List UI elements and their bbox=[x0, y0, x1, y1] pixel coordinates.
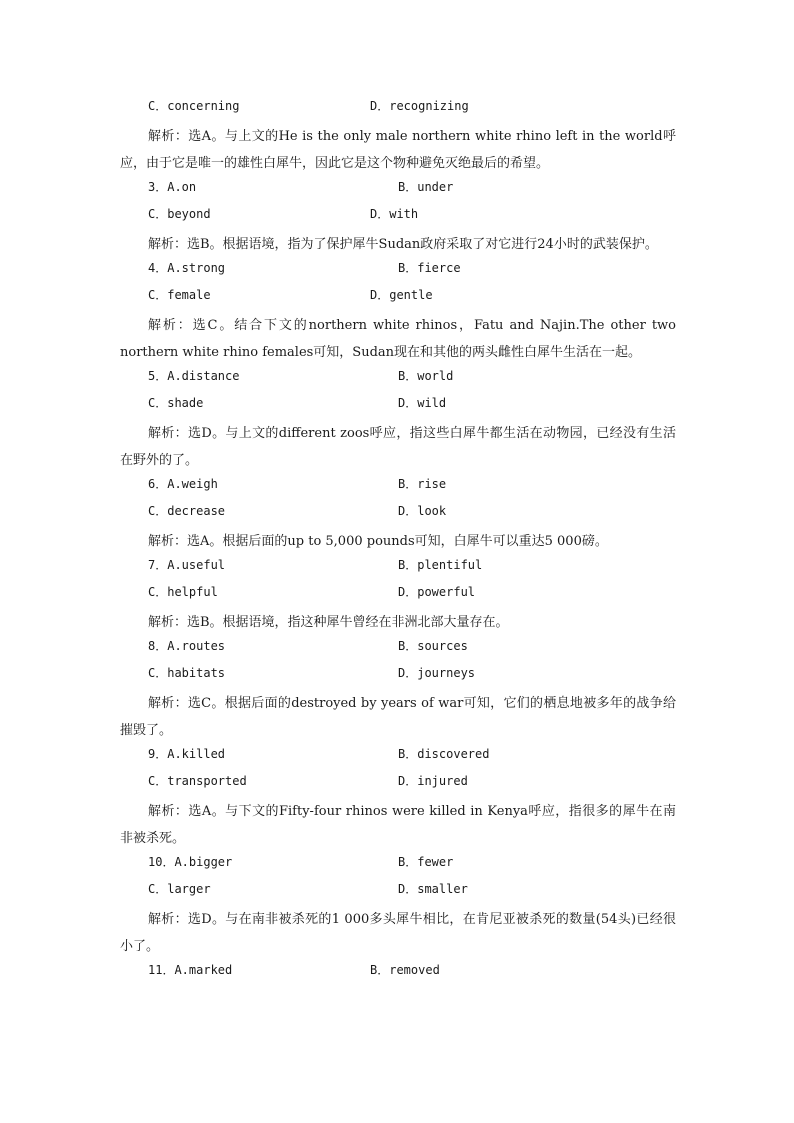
option-row bbox=[120, 285, 676, 312]
option-row bbox=[120, 663, 676, 690]
option-row bbox=[120, 582, 676, 609]
option-left: 5．A.distance bbox=[148, 369, 240, 383]
option-right: B．removed bbox=[370, 963, 440, 977]
option-row bbox=[120, 555, 676, 582]
explanation-paragraph: 解析：选A。与下文的Fifty-four rhinos were killed in Kenya呼应，指很多的犀牛在南非被杀死。 bbox=[120, 804, 676, 846]
option-right: D．powerful bbox=[398, 585, 476, 599]
option-right: B．fewer bbox=[398, 855, 454, 869]
option-row bbox=[120, 879, 676, 906]
option-left: C．shade bbox=[148, 396, 204, 410]
option-left: 10．A.bigger bbox=[148, 855, 233, 869]
option-right: B．plentiful bbox=[398, 558, 483, 572]
option-left: 6．A.weigh bbox=[148, 477, 218, 491]
explanation-paragraph: 解析：选A。根据后面的up to 5,000 pounds可知，白犀牛可以重达5 000磅。 bbox=[148, 534, 608, 549]
option-right: D．recognizing bbox=[370, 99, 469, 113]
option-right: D．journeys bbox=[398, 666, 476, 680]
option-left: C．concerning bbox=[148, 99, 240, 113]
option-left: C．beyond bbox=[148, 207, 211, 221]
explanation-paragraph: 解析：选D。与在南非被杀死的1 000多头犀牛相比，在肯尼亚被杀死的数量(54头)已经很小了。 bbox=[120, 912, 676, 954]
answer-explanations bbox=[120, 96, 676, 987]
option-row bbox=[120, 204, 676, 231]
option-left: C．habitats bbox=[148, 666, 226, 680]
option-left: 9．A.killed bbox=[148, 747, 226, 761]
option-left: 3．A.on bbox=[148, 180, 197, 194]
option-right: B．sources bbox=[398, 639, 468, 653]
option-left: 8．A.routes bbox=[148, 639, 226, 653]
option-row bbox=[120, 96, 676, 123]
option-row bbox=[120, 960, 676, 987]
option-left: 11．A.marked bbox=[148, 963, 233, 977]
option-row bbox=[120, 771, 676, 798]
option-row bbox=[120, 177, 676, 204]
option-left: 4．A.strong bbox=[148, 261, 226, 275]
option-left: C．decrease bbox=[148, 504, 226, 518]
explanation-paragraph: 解析：选D。与上文的different zoos呼应，指这些白犀牛都生活在动物园，已经没有生活在野外的了。 bbox=[120, 426, 676, 468]
option-left: C．transported bbox=[148, 774, 247, 788]
option-row bbox=[120, 501, 676, 528]
option-right: D．look bbox=[398, 504, 447, 518]
option-row bbox=[120, 258, 676, 285]
option-right: B．rise bbox=[398, 477, 447, 491]
option-row bbox=[120, 744, 676, 771]
option-right: B．fierce bbox=[398, 261, 461, 275]
explanation-paragraph: 解析：选A。与上文的He is the only male northern white rhino left in the world呼应，由于它是唯一的雄性白犀牛，因此它是这个物种避免灭绝最后的希望。 bbox=[120, 129, 676, 171]
option-left: 7．A.useful bbox=[148, 558, 226, 572]
option-left: C．larger bbox=[148, 882, 211, 896]
option-right: B．discovered bbox=[398, 747, 490, 761]
option-right: D．with bbox=[370, 207, 419, 221]
option-right: D．injured bbox=[398, 774, 468, 788]
option-row bbox=[120, 366, 676, 393]
explanation-paragraph: 解析：选B。根据语境，指这种犀牛曾经在非洲北部大量存在。 bbox=[148, 615, 509, 630]
option-left: C．helpful bbox=[148, 585, 218, 599]
explanation-paragraph: 解析：选C。根据后面的destroyed by years of war可知，它们的栖息地被多年的战争给摧毁了。 bbox=[120, 696, 676, 738]
explanation-paragraph: 解析：选B。根据语境，指为了保护犀牛Sudan政府采取了对它进行24小时的武装保护。 bbox=[148, 237, 658, 252]
option-row bbox=[120, 852, 676, 879]
option-right: D．smaller bbox=[398, 882, 468, 896]
option-row bbox=[120, 636, 676, 663]
option-right: B．world bbox=[398, 369, 454, 383]
option-right: D．gentle bbox=[370, 288, 433, 302]
option-right: D．wild bbox=[398, 396, 447, 410]
option-row bbox=[120, 474, 676, 501]
explanation-paragraph: 解析：选C。结合下文的northern white rhinos，Fatu and Najin.The other two northern white rhino females可知，Sudan现在和其他的两头雌性白犀牛生活在一起。 bbox=[120, 318, 676, 360]
option-row bbox=[120, 393, 676, 420]
option-left: C．female bbox=[148, 288, 211, 302]
option-right: B．under bbox=[398, 180, 454, 194]
